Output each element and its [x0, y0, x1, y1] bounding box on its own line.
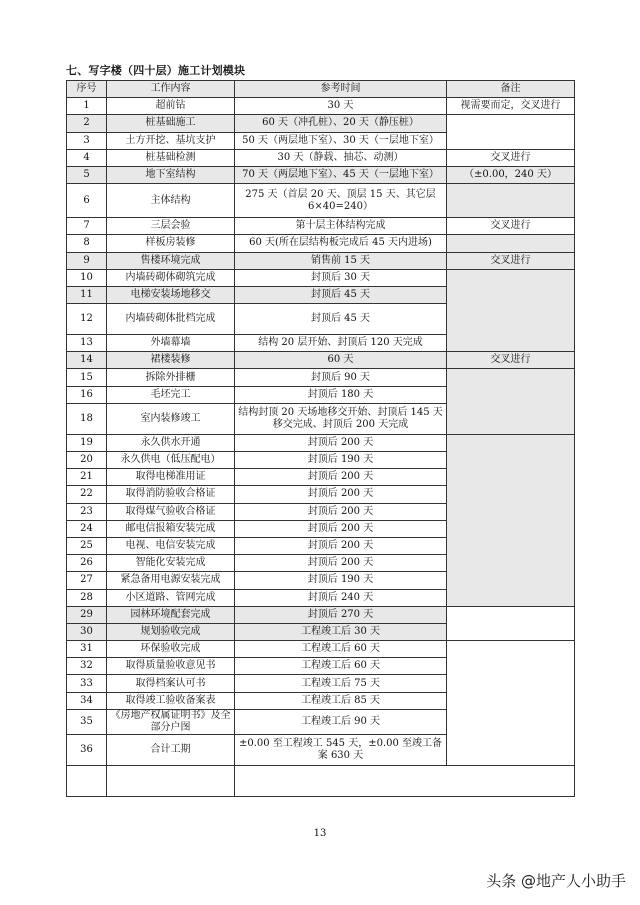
row-time: 50 天（两层地下室）、30 天（一层地下室） [235, 132, 447, 149]
row-work: 内墙砖砌体砌筑完成 [107, 269, 235, 286]
row-no: 22 [67, 486, 107, 503]
row-no: 21 [67, 469, 107, 486]
row-time: 结构封顶 20 天场地移交开始、封顶后 145 天移交完成、封顶后 200 天完成 [235, 403, 447, 434]
row-work: 园林环境配套完成 [107, 606, 235, 623]
header-no: 序号 [67, 81, 107, 98]
row-time: 工程竣工后 60 天 [235, 641, 447, 658]
row-work: 小区道路、管网完成 [107, 589, 235, 606]
row-work: 《房地产权属证明书》及全部分户图 [107, 709, 235, 734]
row-no: 13 [67, 335, 107, 352]
row-note: 交叉进行 [447, 252, 575, 269]
row-time: 销售前 15 天 [235, 252, 447, 269]
row-time: 封顶后 90 天 [235, 369, 447, 386]
row-no: 3 [67, 132, 107, 149]
row-no: 18 [67, 403, 107, 434]
page-number: 13 [313, 828, 327, 839]
row-time: 第十层主体结构完成 [235, 218, 447, 235]
row-time: 70 天（两层地下室）、45 天（一层地下室） [235, 166, 447, 183]
header-work: 工作内容 [107, 81, 235, 98]
row-no: 31 [67, 641, 107, 658]
row-no: 27 [67, 572, 107, 589]
row-time: 30 天（静载、抽芯、动测） [235, 149, 447, 166]
row-work: 智能化安装完成 [107, 555, 235, 572]
row-no: 12 [67, 304, 107, 335]
row-work: 电梯安装场地移交 [107, 286, 235, 303]
table-row [67, 115, 575, 132]
row-time: 275 天（首层 20 天、顶层 15 天、其它层 6×40=240） [235, 184, 447, 218]
table-row [67, 369, 575, 386]
row-no: 32 [67, 658, 107, 675]
row-no: 7 [67, 218, 107, 235]
row-no: 15 [67, 369, 107, 386]
row-time: 封顶后 190 天 [235, 572, 447, 589]
row-time: 封顶后 200 天 [235, 469, 447, 486]
row-no: 24 [67, 520, 107, 537]
row-work: 裙楼装修 [107, 352, 235, 369]
construction-plan-table [66, 80, 575, 797]
row-no: 36 [67, 734, 107, 765]
row-time: 封顶后 45 天 [235, 304, 447, 335]
row-no: 6 [67, 184, 107, 218]
table-row [67, 235, 575, 252]
row-time: 结构 20 层开始、封顶后 120 天完成 [235, 335, 447, 352]
row-note: 交叉进行 [447, 149, 575, 166]
row-no: 28 [67, 589, 107, 606]
row-note: 交叉进行 [447, 352, 575, 369]
table-row [67, 149, 575, 166]
table-header-row [67, 81, 575, 98]
row-work: 样板房装修 [107, 235, 235, 252]
row-time: 60 天(所在层结构板完成后 45 天内进场) [235, 235, 447, 252]
row-work: 电视、电信安装完成 [107, 537, 235, 554]
row-note-empty [447, 115, 575, 149]
row-time: 工程竣工后 75 天 [235, 675, 447, 692]
row-work: 拆除外排栅 [107, 369, 235, 386]
row-no [67, 765, 107, 796]
row-note [447, 606, 575, 640]
row-no: 5 [67, 166, 107, 183]
row-note-empty [447, 235, 575, 252]
row-no: 35 [67, 709, 107, 734]
row-no: 25 [67, 537, 107, 554]
row-work: 取得档案认可书 [107, 675, 235, 692]
table-row [67, 218, 575, 235]
table-row [67, 641, 575, 658]
row-time: 封顶后 180 天 [235, 386, 447, 403]
row-no: 33 [67, 675, 107, 692]
row-work: 永久供水开通 [107, 434, 235, 451]
row-time: 封顶后 200 天 [235, 520, 447, 537]
table-row [67, 252, 575, 269]
row-note: 视需要而定，交叉进行 [447, 98, 575, 115]
table-row [67, 269, 575, 286]
row-work: 紧急备用电源安装完成 [107, 572, 235, 589]
row-note-empty [447, 369, 575, 434]
row-note: 交叉进行 [447, 218, 575, 235]
row-work: 规划验收完成 [107, 623, 235, 640]
table-row [67, 606, 575, 623]
row-work: 外墙幕墙 [107, 335, 235, 352]
row-no: 30 [67, 623, 107, 640]
row-time: 封顶后 45 天 [235, 286, 447, 303]
row-note-empty [447, 269, 575, 352]
row-no: 1 [67, 98, 107, 115]
table-row [67, 166, 575, 183]
row-no: 23 [67, 503, 107, 520]
row-no: 2 [67, 115, 107, 132]
row-note: （±0.00，240 天） [447, 166, 575, 183]
row-no: 34 [67, 692, 107, 709]
row-no: 14 [67, 352, 107, 369]
row-work: 永久供电（低压配电） [107, 452, 235, 469]
row-work: 毛坯完工 [107, 386, 235, 403]
row-no: 9 [67, 252, 107, 269]
row-work [107, 765, 235, 796]
row-no: 19 [67, 434, 107, 451]
row-no: 29 [67, 606, 107, 623]
row-work: 土方开挖、基坑支护 [107, 132, 235, 149]
table-row [67, 98, 575, 115]
row-time: 60 天 [235, 352, 447, 369]
row-work: 地下室结构 [107, 166, 235, 183]
row-time: 工程竣工后 60 天 [235, 658, 447, 675]
watermark: 头条 @地产人小助手 [486, 872, 626, 890]
row-work: 超前钻 [107, 98, 235, 115]
row-work: 取得电梯准用证 [107, 469, 235, 486]
row-time: 工程竣工后 90 天 [235, 709, 447, 734]
row-work: 内墙砖砌体批档完成 [107, 304, 235, 335]
row-time: 封顶后 190 天 [235, 452, 447, 469]
row-time: 封顶后 200 天 [235, 555, 447, 572]
row-work: 三层会验 [107, 218, 235, 235]
section-title: 七、写字楼（四十层）施工计划模块 [66, 64, 246, 77]
row-time: 封顶后 270 天 [235, 606, 447, 623]
row-work: 环保验收完成 [107, 641, 235, 658]
row-no: 26 [67, 555, 107, 572]
row-work: 室内装修竣工 [107, 403, 235, 434]
header-note: 备注 [447, 81, 575, 98]
row-time: 30 天 [235, 98, 447, 115]
row-note-empty [447, 434, 575, 606]
row-time: 封顶后 200 天 [235, 537, 447, 554]
row-no: 20 [67, 452, 107, 469]
table-row [67, 434, 575, 451]
row-time: 工程竣工后 30 天 [235, 623, 447, 640]
row-work: 取得竣工验收备案表 [107, 692, 235, 709]
row-no: 10 [67, 269, 107, 286]
row-time-total [235, 765, 575, 796]
row-no: 4 [67, 149, 107, 166]
table-row [67, 352, 575, 369]
row-time: 封顶后 200 天 [235, 434, 447, 451]
row-work: 桩基础施工 [107, 115, 235, 132]
row-work: 取得消防验收合格证 [107, 486, 235, 503]
row-time: 封顶后 240 天 [235, 589, 447, 606]
table-row [67, 184, 575, 218]
row-work: 桩基础检测 [107, 149, 235, 166]
row-work: 邮电信报箱安装完成 [107, 520, 235, 537]
row-time: 工程竣工后 85 天 [235, 692, 447, 709]
row-time: 封顶后 200 天 [235, 486, 447, 503]
row-note-empty [447, 641, 575, 766]
row-time: 封顶后 30 天 [235, 269, 447, 286]
table-row [67, 765, 575, 796]
row-no: 11 [67, 286, 107, 303]
row-no: 16 [67, 386, 107, 403]
row-time: 60 天（冲孔桩）、20 天（静压桩） [235, 115, 447, 132]
row-note-empty [447, 184, 575, 218]
row-work: 取得煤气验收合格证 [107, 503, 235, 520]
row-no: 8 [67, 235, 107, 252]
row-work: 主体结构 [107, 184, 235, 218]
row-work: 取得质量验收意见书 [107, 658, 235, 675]
row-time: ±0.00 至工程竣工 545 天，±0.00 至竣工备案 630 天 [235, 734, 447, 765]
row-time: 封顶后 200 天 [235, 503, 447, 520]
row-work: 合计工期 [107, 734, 235, 765]
header-time: 参考时间 [235, 81, 447, 98]
row-work: 售楼环境完成 [107, 252, 235, 269]
